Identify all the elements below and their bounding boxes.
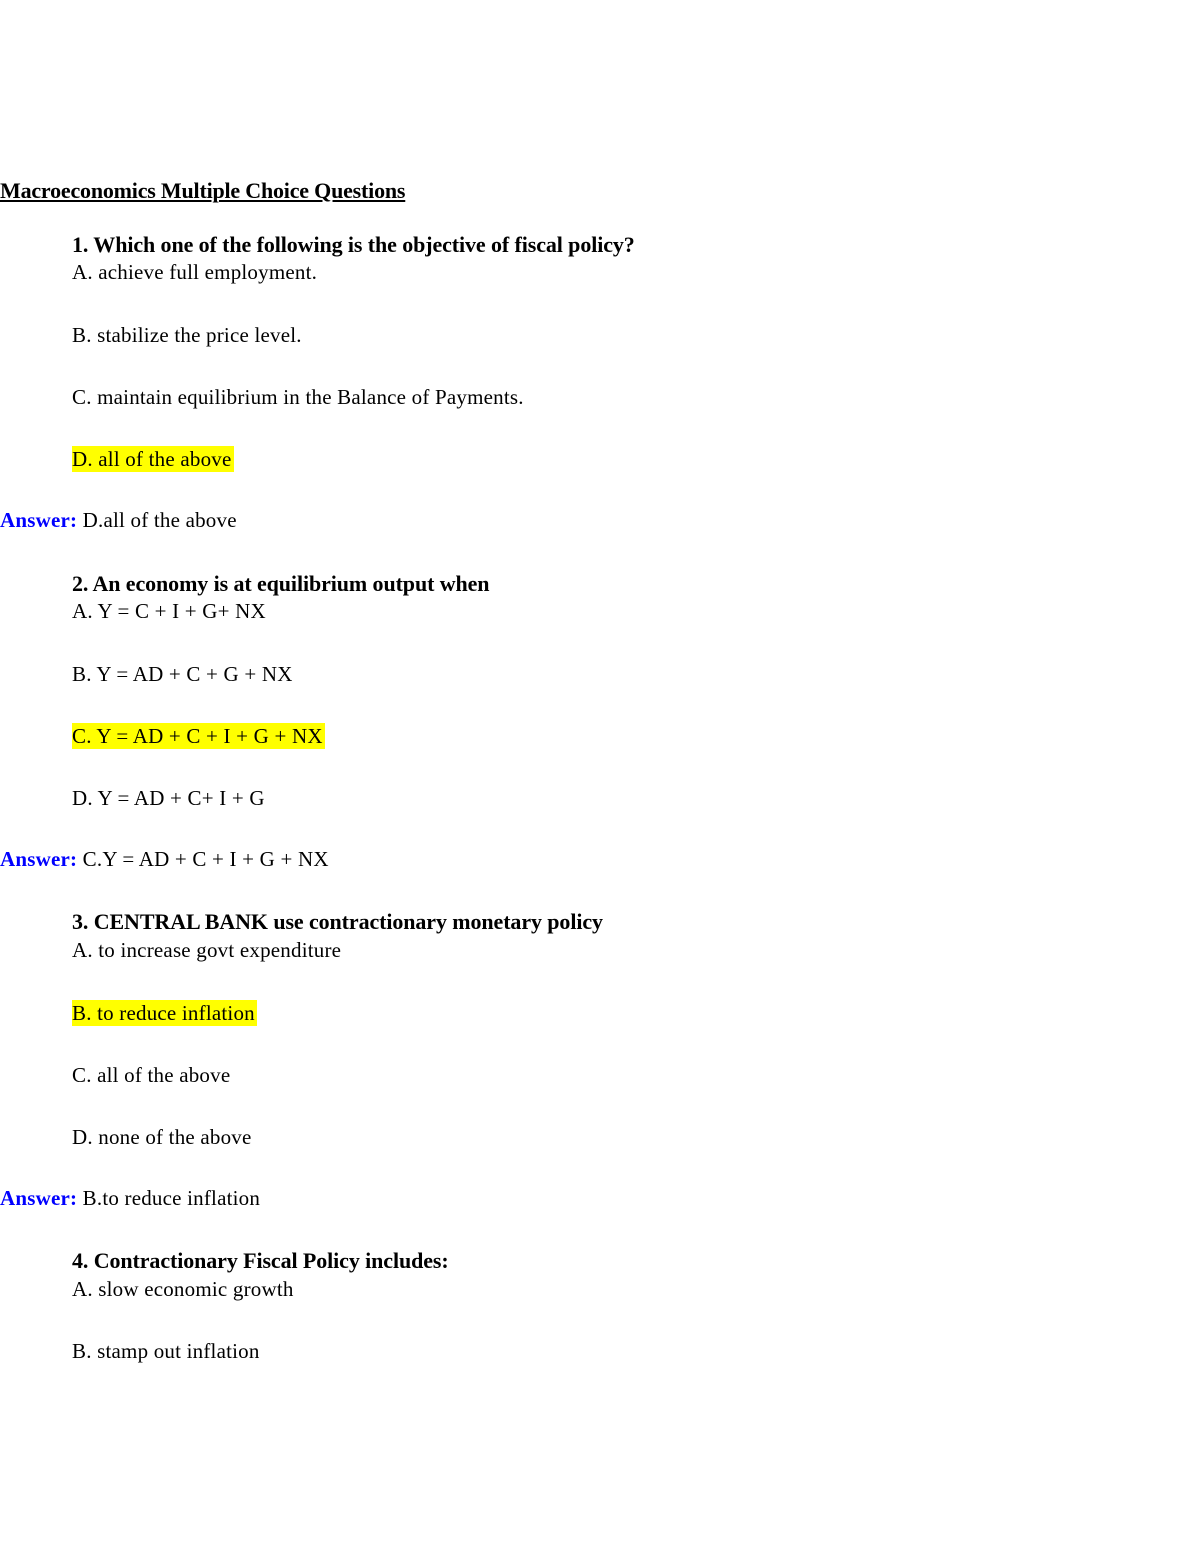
question-3-option-b-highlighted: B. to reduce inflation [72,1001,255,1025]
question-1-option-a: A. achieve full employment. [72,260,318,284]
question-3-answer [0,1186,260,1211]
answer-label: Answer: [0,508,78,532]
question-1: 1. Which one of the following is the objective of fiscal policy? [72,232,635,257]
question-3-option-c: C. all of the above [72,1063,231,1087]
answer-label: Answer: [0,1186,78,1210]
question-2-answer [0,847,329,872]
question-1-option-d-highlighted: D. all of the above [72,447,232,471]
question-2: 2. An economy is at equilibrium output when [72,571,490,596]
question-2-option-c-highlighted: C. Y = AD + C + I + G + NX [72,724,323,748]
answer-value: C.Y = AD + C + I + G + NX [82,847,329,871]
answer-label: Answer: [0,847,78,871]
question-2-option-d: D. Y = AD + C+ I + G [72,786,265,810]
question-3: 3. CENTRAL BANK use contractionary monetary policy [72,909,603,934]
question-4: 4. Contractionary Fiscal Policy includes: [72,1248,449,1273]
question-3-option-d: D. none of the above [72,1125,252,1149]
question-4-option-b: B. stamp out inflation [72,1339,260,1363]
answer-value: B.to reduce inflation [82,1186,261,1210]
answer-value: D.all of the above [82,508,237,532]
document-title: Macroeconomics Multiple Choice Questions [0,178,406,203]
question-1-answer [0,508,237,533]
question-1-option-c: C. maintain equilibrium in the Balance of Payments. [72,385,524,409]
question-3-option-a: A. to increase govt expenditure [72,938,342,962]
question-2-option-a: A. Y = C + I + G+ NX [72,599,266,623]
question-1-option-b: B. stabilize the price level. [72,323,302,347]
question-2-option-b: B. Y = AD + C + G + NX [72,662,293,686]
question-4-option-a: A. slow economic growth [72,1277,294,1301]
